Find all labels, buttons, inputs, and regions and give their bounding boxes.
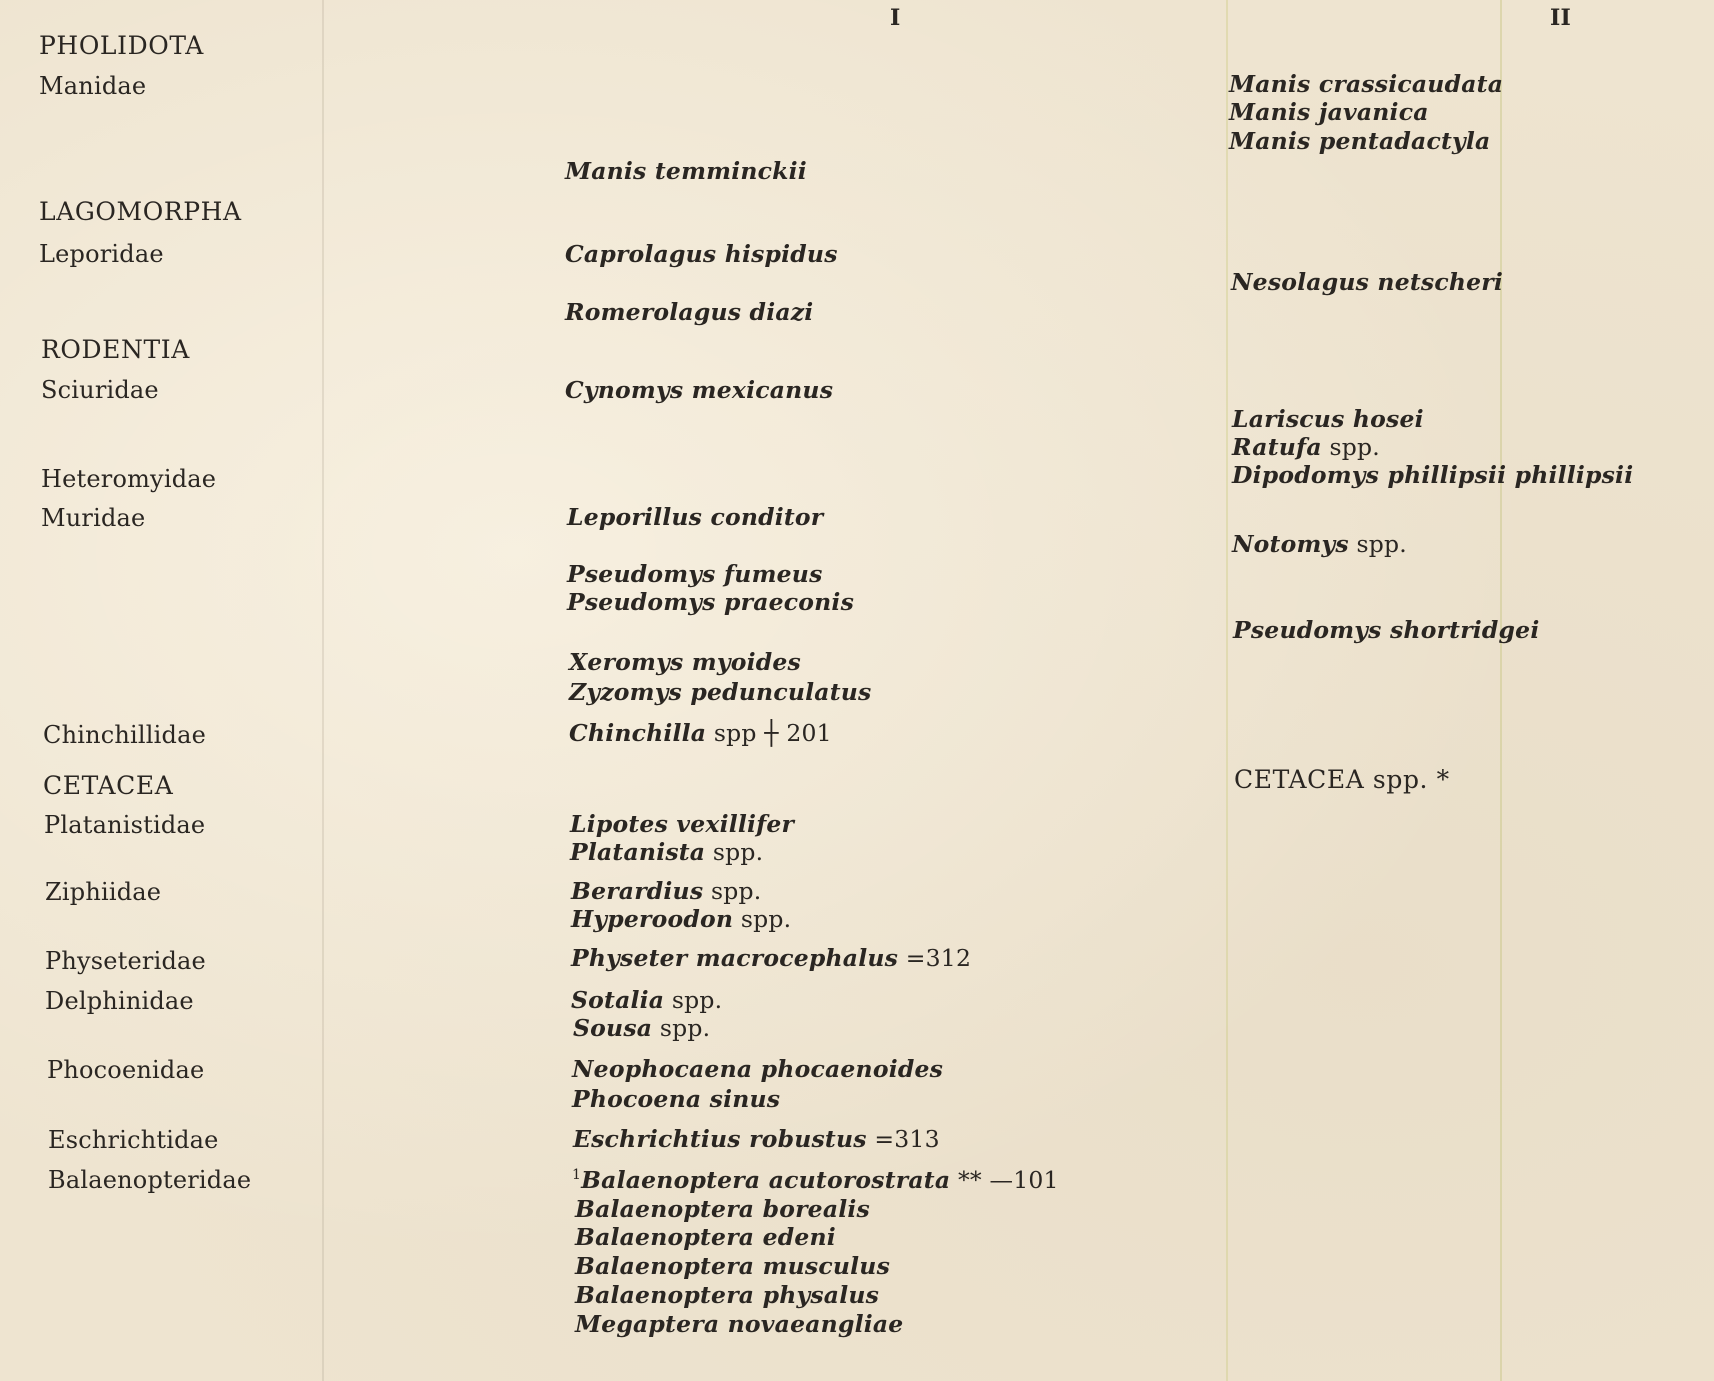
family-heteromyidae: Heteromyidae [41,465,217,493]
species-entry: Cynomys mexicanus [565,376,834,404]
column-header-I: I [890,5,901,31]
annotation: spp. [705,838,764,866]
species-entry: Phocoena sinus [572,1085,781,1113]
annotation: spp. [1321,433,1380,461]
species-entry: Manis crassicaudata [1229,70,1504,98]
species-entry [569,719,832,747]
species-entry: Manis javanica [1229,98,1429,126]
footnote-marker: 1 [572,1167,582,1184]
page-fold-line [322,0,324,1381]
species-name: Hyperoodon [571,905,734,933]
species-entry: Balaenoptera edeni [575,1223,836,1251]
page-fold-line [1226,0,1228,1381]
species-entry [573,1014,710,1042]
species-entry: Pseudomys shortridgei [1233,616,1540,644]
family-sciuridae: Sciuridae [41,376,159,404]
column-header-II: II [1550,5,1571,31]
family-eschrichtidae: Eschrichtidae [48,1126,219,1154]
species-entry: Pseudomys fumeus [567,560,823,588]
species-entry: Caprolagus hispidus [565,240,838,268]
species-entry: Nesolagus netscheri [1231,268,1503,296]
family-muridae: Muridae [41,504,146,532]
species-entry: CETACEA spp. * [1234,765,1450,794]
annotation: spp. [652,1014,711,1042]
family-manidae: Manidae [39,72,147,100]
order-lagomorpha: LAGOMORPHA [39,197,242,226]
species-entry: Balaenoptera musculus [575,1252,891,1280]
species-entry: Balaenoptera borealis [575,1195,870,1223]
species-name: Platanista [570,838,706,866]
family-physeteridae: Physeteridae [45,947,206,975]
annotation: =313 [866,1125,940,1153]
species-entry [1232,433,1380,461]
species-name: Physeter macrocephalus [571,944,899,972]
species-entry: Dipodomys phillipsii phillipsii [1232,461,1634,489]
annotation: spp. [664,986,723,1014]
species-name: Sousa [573,1014,653,1042]
species-name: Balaenoptera acutorostrata [581,1166,951,1194]
species-entry [571,905,791,933]
species-name: Ratufa [1232,433,1322,461]
species-entry [1232,530,1407,558]
species-entry: Pseudomys praeconis [567,588,854,616]
species-entry [572,1166,1059,1194]
species-entry [571,944,971,972]
species-entry [571,986,722,1014]
order-cetacea: CETACEA [43,771,174,800]
species-entry: Neophocaena phocaenoides [572,1055,944,1083]
species-name: Berardius [571,877,704,905]
species-entry: Zyzomys pedunculatus [569,678,872,706]
species-entry: Lariscus hosei [1232,405,1424,433]
family-platanistidae: Platanistidae [44,811,206,839]
species-entry: Lipotes vexillifer [570,810,795,838]
species-name: Sotalia [571,986,665,1014]
species-entry [571,877,761,905]
species-entry [573,1125,940,1153]
family-delphinidae: Delphinidae [45,987,194,1015]
annotation: spp. [703,877,762,905]
family-phocoenidae: Phocoenidae [47,1056,205,1084]
family-ziphiidae: Ziphiidae [45,878,162,906]
species-entry: Romerolagus diazi [565,298,814,326]
family-balaenopteridae: Balaenopteridae [48,1166,252,1194]
annotation: spp. [1348,530,1407,558]
species-entry: Balaenoptera physalus [575,1281,880,1309]
species-name: Notomys [1232,530,1349,558]
order-pholidota: PHOLIDOTA [39,31,204,60]
species-entry: Leporillus conditor [567,503,824,531]
species-name: Eschrichtius robustus [573,1125,867,1153]
species-entry: Megaptera novaeangliae [575,1310,904,1338]
species-entry: Manis temminckii [565,157,807,185]
page-fold-line [1500,0,1502,1381]
order-rodentia: RODENTIA [41,335,190,364]
species-entry [570,838,763,866]
annotation: =312 [898,944,972,972]
annotation: spp ┼ 201 [706,719,832,747]
family-leporidae: Leporidae [39,240,164,268]
species-name: Chinchilla [569,719,707,747]
species-entry: Xeromys myoides [569,648,801,676]
annotation: spp. [733,905,792,933]
annotation: ** —101 [950,1166,1059,1194]
family-chinchillidae: Chinchillidae [43,721,207,749]
species-entry: Manis pentadactyla [1229,127,1491,155]
